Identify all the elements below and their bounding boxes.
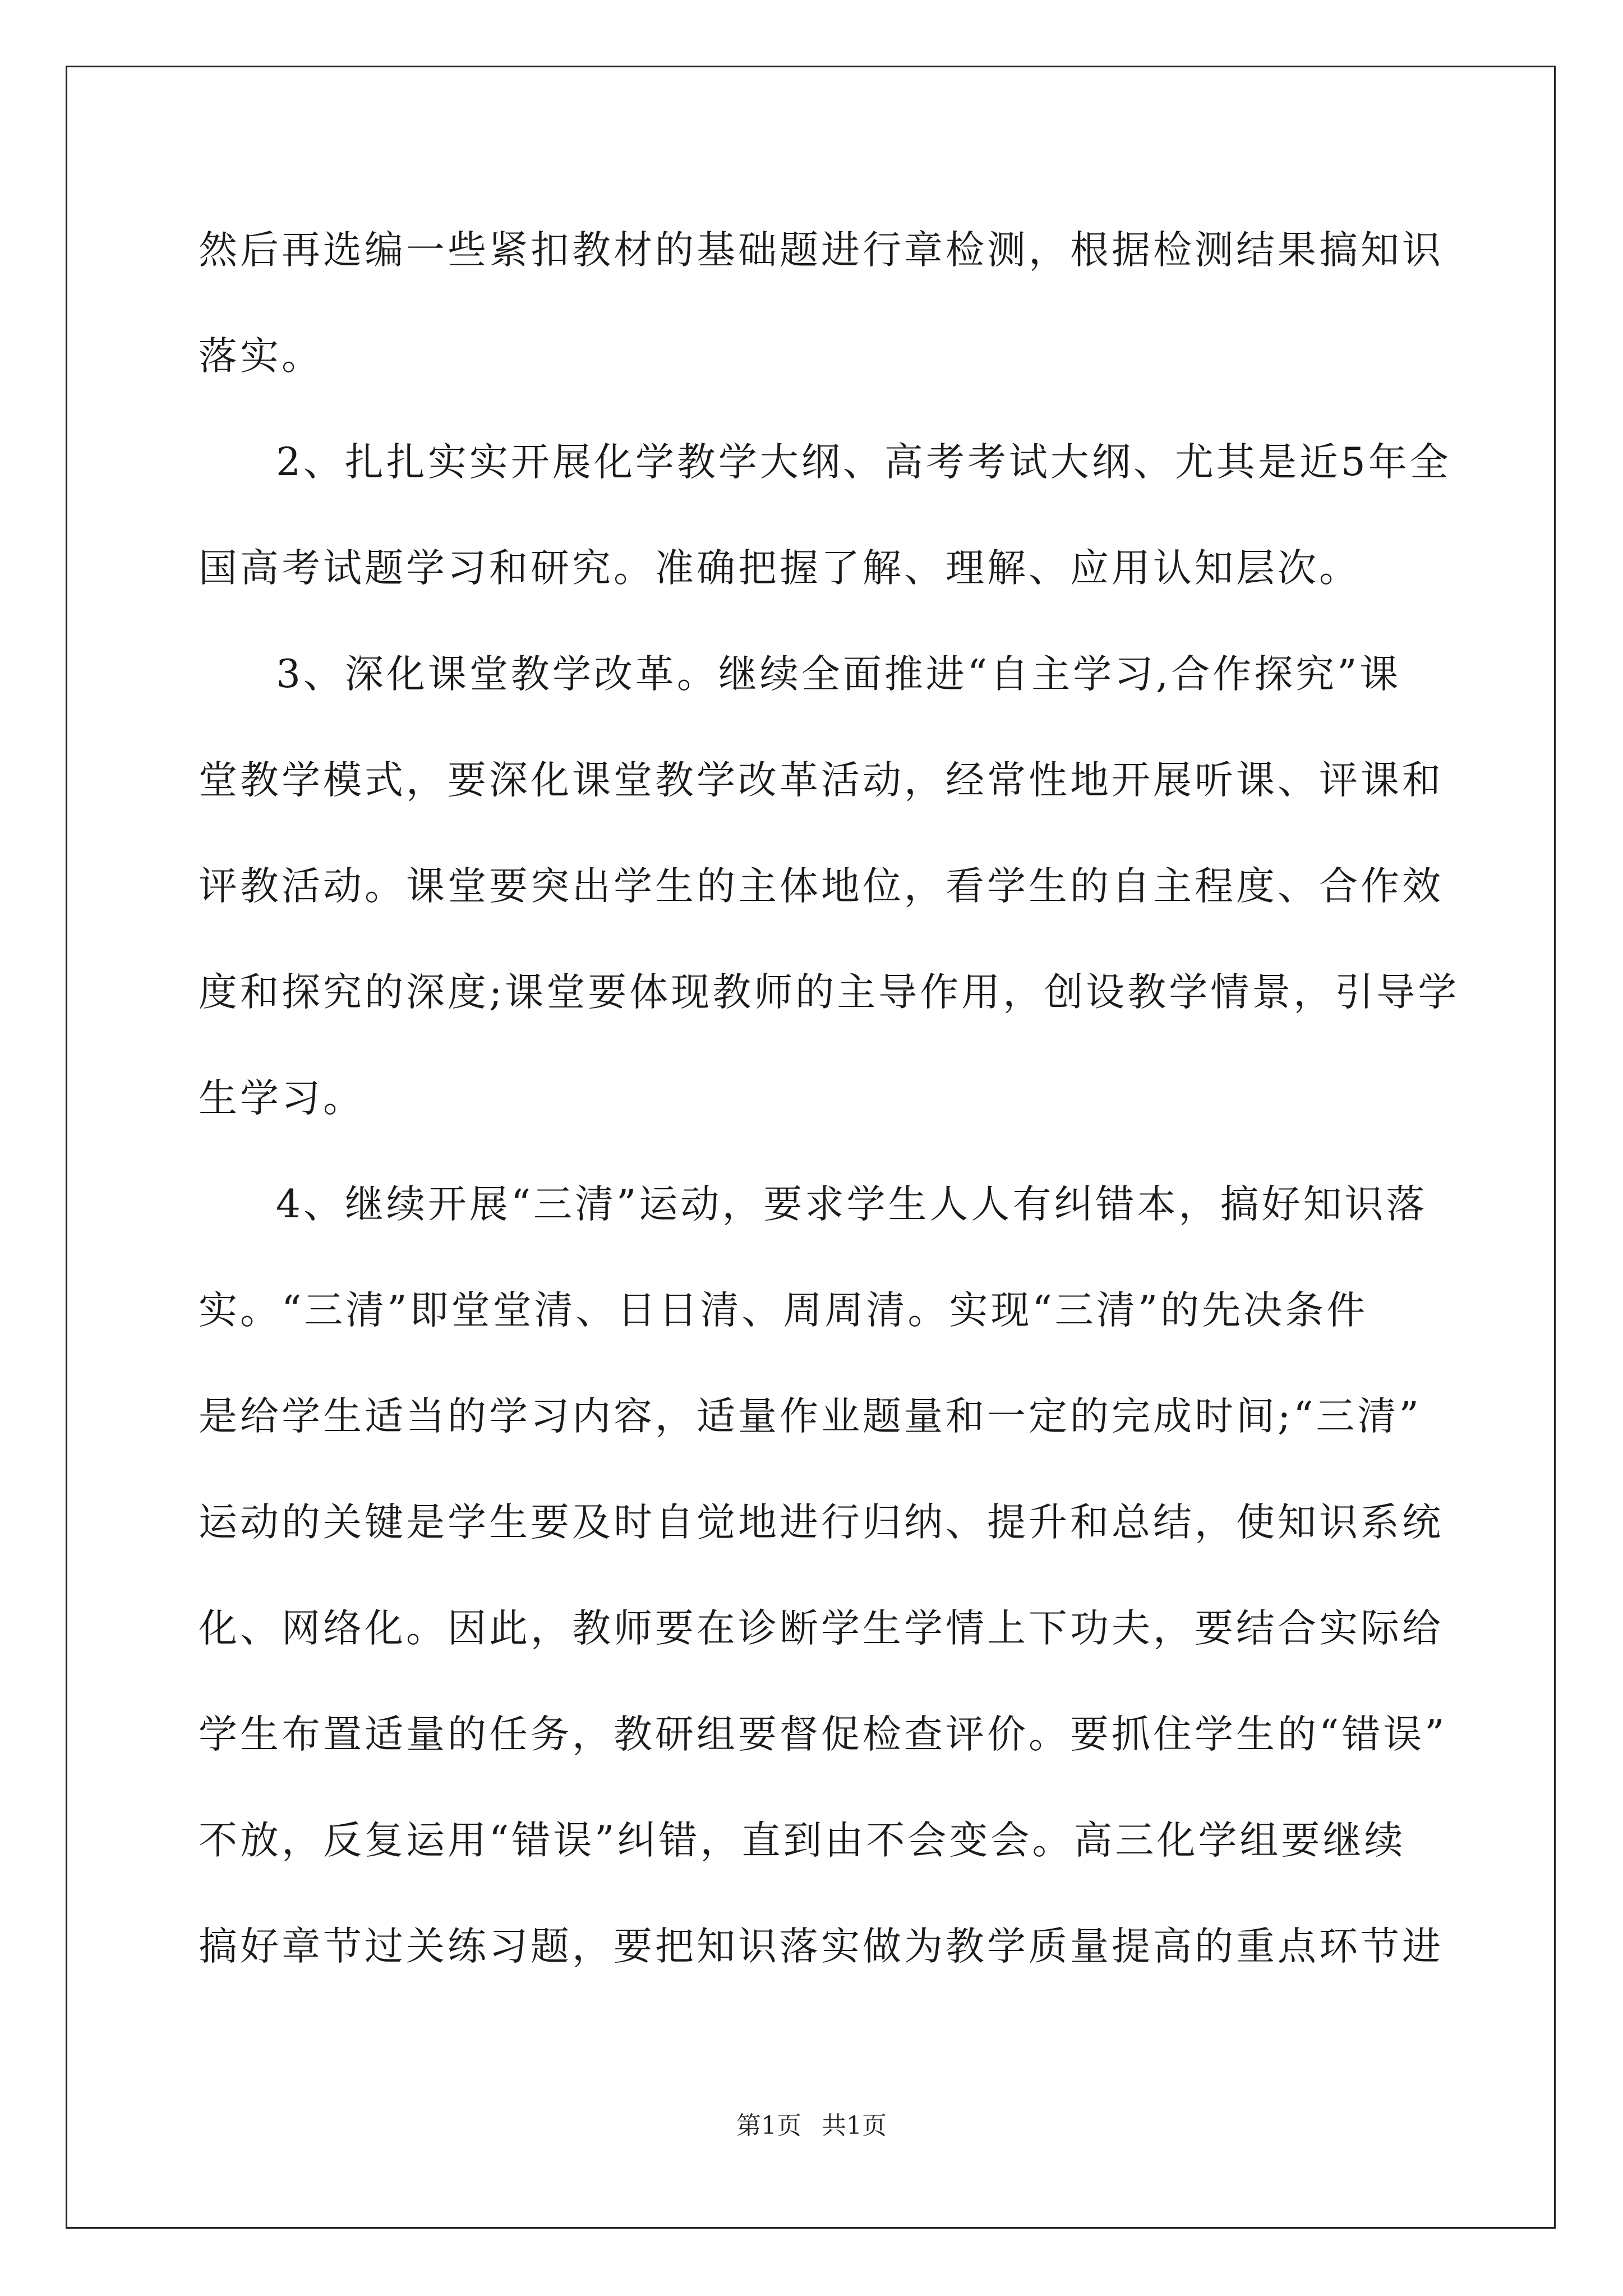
text-line: 堂教学模式，要深化课堂教学改革活动，经常性地开展听课、评课和 bbox=[199, 758, 1444, 803]
text-line: 然后再选编一些紧扣教材的基础题进行章检测，根据检测结果搞知识 bbox=[199, 228, 1444, 273]
text-line: 国高考试题学习和研究。准确把握了解、理解、应用认知层次。 bbox=[199, 546, 1361, 591]
page-footer bbox=[0, 2109, 1623, 2143]
text-line: 学生布置适量的任务，教研组要督促检查评价。要抓住学生的“错误” bbox=[199, 1712, 1447, 1757]
document-body bbox=[199, 223, 1460, 2026]
text-line: 生学习。 bbox=[199, 1076, 365, 1121]
page-number: 第1页 bbox=[736, 2111, 801, 2140]
text-line: 3、深化课堂教学改革。继续全面推进“自主学习,合作探究”课 bbox=[276, 652, 1401, 697]
text-line: 化、网络化。因此，教师要在诊断学生学情上下功夫，要结合实际给 bbox=[199, 1606, 1444, 1651]
text-line: 落实。 bbox=[199, 334, 323, 379]
text-line: 是给学生适当的学习内容，适量作业题量和一定的完成时间;“三清” bbox=[199, 1394, 1422, 1439]
text-line: 运动的关键是学生要及时自觉地进行归纳、提升和总结，使知识系统 bbox=[199, 1500, 1444, 1545]
text-line: 搞好章节过关练习题，要把知识落实做为教学质量提高的重点环节进 bbox=[199, 1924, 1444, 1969]
text-line: 评教活动。课堂要突出学生的主体地位，看学生的自主程度、合作效 bbox=[199, 864, 1444, 909]
text-line: 度和探究的深度;课堂要体现教师的主导作用，创设教学情景，引导学 bbox=[199, 970, 1460, 1015]
text-line: 实。“三清”即堂堂清、日日清、周周清。实现“三清”的先决条件 bbox=[199, 1288, 1368, 1333]
page-total: 共1页 bbox=[822, 2111, 887, 2140]
text-line: 4、继续开展“三清”运动，要求学生人人有纠错本，搞好知识落 bbox=[276, 1182, 1428, 1227]
text-line: 2、扎扎实实开展化学教学大纲、高考考试大纲、尤其是近5年全 bbox=[276, 440, 1451, 485]
text-line: 不放，反复运用“错误”纠错，直到由不会变会。高三化学组要继续 bbox=[199, 1818, 1406, 1863]
